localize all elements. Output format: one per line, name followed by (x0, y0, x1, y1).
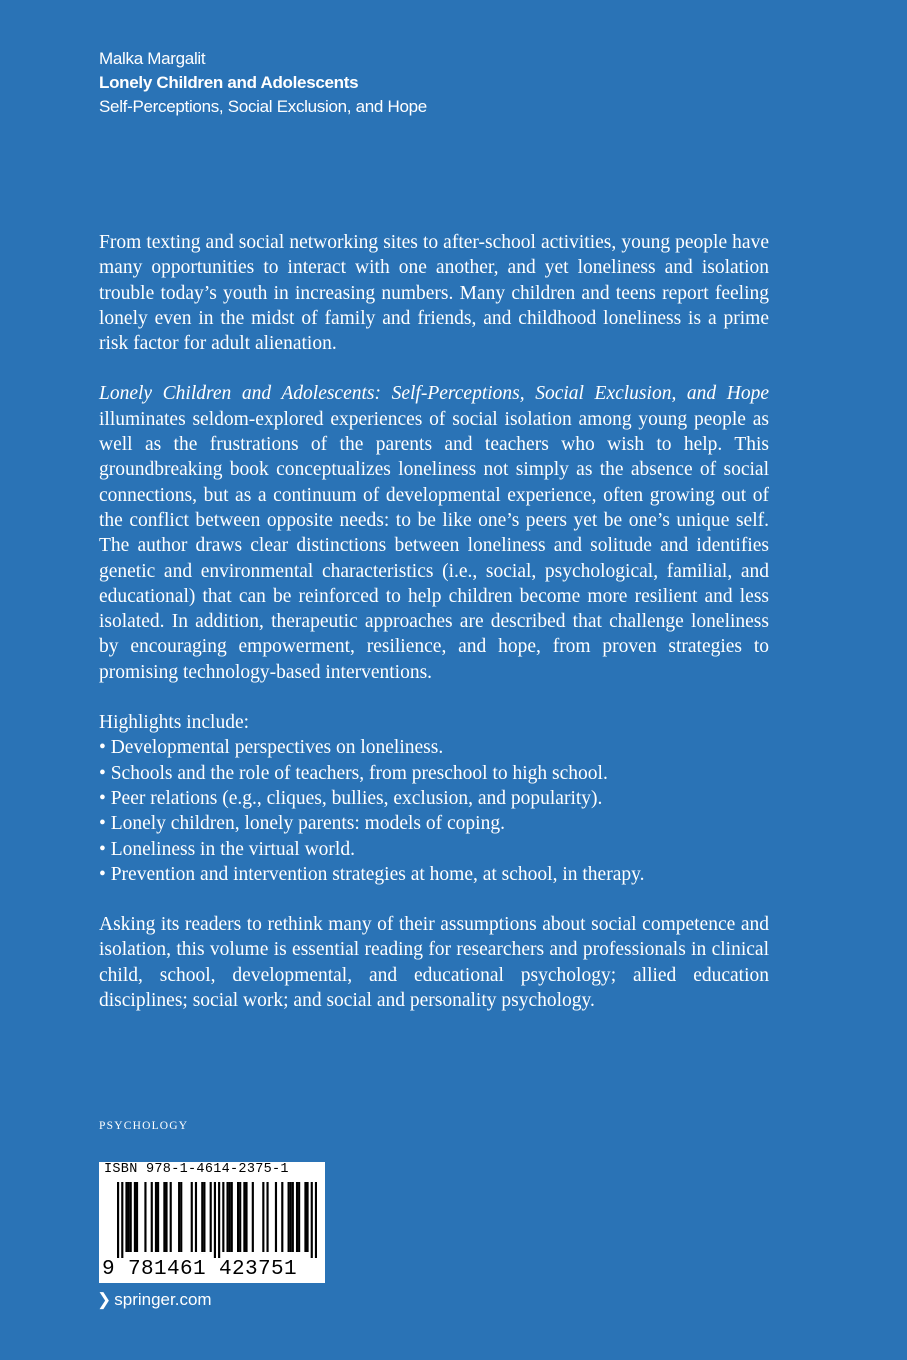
isbn-label: ISBN 978-1-4614-2375-1 (104, 1162, 289, 1177)
barcode-bar (163, 1182, 165, 1252)
barcode-bar (203, 1182, 205, 1252)
barcode-bar (311, 1182, 313, 1258)
barcode-bar (170, 1182, 172, 1252)
barcode-bar (237, 1182, 239, 1252)
barcode-bar (155, 1182, 157, 1252)
barcode-bar (136, 1182, 138, 1252)
list-item: • Peer relations (e.g., cliques, bullies, exclusion, and popularity). (99, 787, 603, 809)
barcode-bar (252, 1182, 254, 1252)
barcode-bar (165, 1182, 167, 1252)
barcode-bar (144, 1182, 146, 1252)
barcode-bar (195, 1182, 197, 1252)
barcode-bar (134, 1182, 136, 1252)
barcode-bar (245, 1182, 247, 1252)
list-item: • Schools and the role of teachers, from preschool to high school. (99, 762, 608, 784)
book-title-italic: Lonely Children and Adolescents: Self-Perceptions, Social Exclusion, and Hope (99, 383, 769, 405)
publisher-url: springer.com (114, 1290, 212, 1309)
blurb-paragraph-2-text: illuminates seldom-explored experiences of social isolation among young people as well as the frustrations of the parents and teachers who wish to help. This groundbreaking book conceptualizes loneliness not simply as the absence of social connections, but as a continuum of developmental experience, often growing out of the conflict between opposite needs: to be like one’s peers yet be one’s unique self. The author draws clear distinctions between loneliness and solitude and identifies genetic and environmental characteristics (i.e., social, psychological, familial, and educational) that can be reinforced to help children become more resilient and less isolated. In addition, therapeutic approaches are described that challenge loneliness by encouraging empowerment, resilience, and hope, from proven strategies to promising technology-based interventions. (99, 408, 769, 683)
list-item: • Prevention and intervention strategies at home, at school, in therapy. (99, 863, 645, 885)
barcode-bar (128, 1182, 130, 1252)
barcode-bar (281, 1182, 283, 1252)
barcode-bar (315, 1182, 317, 1258)
barcode-bar (288, 1182, 290, 1252)
chevron-right-icon: ❯ (97, 1290, 112, 1309)
barcode-bar (130, 1182, 132, 1252)
blurb-paragraph-1: From texting and social networking sites to after-school activities, young people have many opportunities to interact with one another, and yet loneliness and isolation trouble today’s youth in increasing numbers. Many children and teens report feeling lonely even in the midst of family and friends, and childhood loneliness is a prime risk factor for adult alienation. (99, 232, 769, 355)
barcode-bar (222, 1182, 224, 1252)
blurb-paragraph-2 (99, 381, 769, 685)
barcode-bar (178, 1182, 180, 1252)
barcode-bar (151, 1182, 153, 1252)
subject-category: PSYCHOLOGY (99, 1120, 189, 1132)
barcode-bars (117, 1182, 317, 1258)
barcode-bar (180, 1182, 182, 1252)
barcode-bar (296, 1182, 298, 1252)
barcode-bar (214, 1182, 216, 1258)
barcode-bar (290, 1182, 292, 1252)
highlights-intro: Highlights include: (99, 712, 250, 734)
blurb-paragraph-3: Asking its readers to rethink many of their assumptions about social competence and isolation, this volume is essential reading for researchers and professionals in clinical child, school, developmental, and educational psychology; allied education disciplines; social work; and social and personality psychology. (99, 914, 769, 1012)
barcode-bar (275, 1182, 277, 1252)
barcode-bar (201, 1182, 203, 1252)
barcode-bar (226, 1182, 228, 1252)
barcode-bar (239, 1182, 241, 1252)
barcode-bar (191, 1182, 193, 1252)
barcode-bar (266, 1182, 268, 1252)
barcode-bar (210, 1182, 212, 1252)
blurb (99, 230, 769, 1038)
barcode-bar (121, 1182, 123, 1258)
book-subtitle: Self-Perceptions, Social Exclusion, and Hope (99, 97, 427, 116)
barcode-bar (157, 1182, 159, 1252)
barcode-bar (298, 1182, 300, 1252)
publisher-link[interactable] (97, 1290, 212, 1310)
isbn-barcode (99, 1162, 325, 1283)
barcode-bar (292, 1182, 294, 1252)
list-item: • Lonely children, lonely parents: models of coping. (99, 813, 505, 835)
barcode-bar (243, 1182, 245, 1252)
barcode-bar (117, 1182, 119, 1258)
highlights-list (99, 710, 769, 887)
list-item: • Loneliness in the virtual world. (99, 838, 355, 860)
barcode-bar (262, 1182, 264, 1252)
barcode-bar (229, 1182, 231, 1252)
barcode-bar (218, 1182, 220, 1258)
barcode-bar (306, 1182, 308, 1252)
barcode-bar (231, 1182, 233, 1252)
author-name: Malka Margalit (99, 49, 206, 68)
barcode-bar (304, 1182, 306, 1252)
book-title: Lonely Children and Adolescents (99, 73, 359, 92)
cover-header (99, 47, 427, 119)
list-item: • Developmental perspectives on loneliness. (99, 737, 444, 759)
barcode-digits: 9 781461 423751 (102, 1258, 298, 1281)
barcode-bar (125, 1182, 127, 1252)
